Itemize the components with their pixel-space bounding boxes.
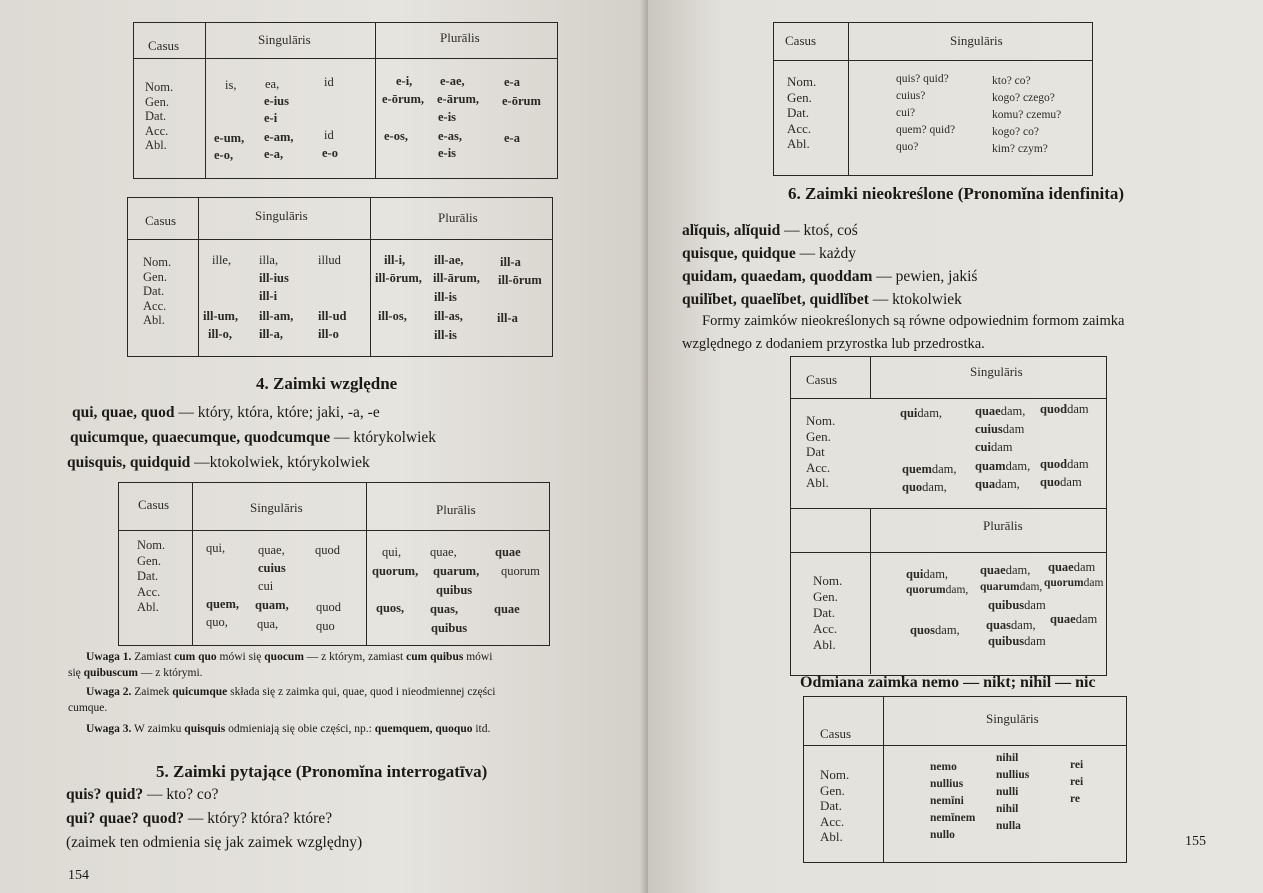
- case-labels: Nom. Gen. Dat. Acc. Abl.: [137, 538, 166, 614]
- cell: quamdam,: [975, 459, 1031, 473]
- polish-forms: kto? co? kogo? czego? komu? czemu? kogo? co? kim? czym?: [992, 75, 1062, 155]
- cell: e-a: [504, 131, 520, 145]
- cell: quibusdam: [988, 598, 1046, 612]
- note-2: Uwaga 2. Zaimek quicumque składa się z zaimka qui, quae, quod i nieodmiennej części: [86, 686, 496, 698]
- latin-forms: quis? quid? cuius? cui? quem? quid? quo?: [896, 73, 956, 153]
- cell: e-o: [322, 146, 338, 160]
- cell: e-is: [438, 146, 457, 160]
- cell: e-i: [264, 111, 278, 125]
- cell: quae: [495, 545, 521, 559]
- cell: quem,: [206, 597, 239, 611]
- cell: ill-is: [434, 290, 457, 304]
- case-labels-plural: Nom. Gen. Dat. Acc. Abl.: [813, 573, 843, 652]
- text-line: quicumque, quaecumque, quodcumque — którykolwiek: [70, 429, 437, 446]
- header-singularis: Singulāris: [250, 500, 303, 515]
- cell: ill-i: [259, 289, 278, 303]
- cell: ill-is: [434, 328, 457, 342]
- cell: quae,: [430, 545, 457, 559]
- header-casus: Casus: [820, 726, 852, 741]
- cell: quodam: [1040, 475, 1082, 489]
- cell: qua,: [257, 617, 279, 631]
- text-line: quisquis, quidquid —ktokolwiek, którykolwiek: [67, 454, 370, 471]
- cell: ill-os,: [378, 309, 407, 323]
- header-pluralis: Plurālis: [438, 210, 478, 225]
- header-singularis: Singulāris: [255, 208, 308, 223]
- note-1-line-2: się quibuscum — z którymi.: [68, 667, 203, 679]
- case-labels: Nom. Gen. Dat. Acc. Abl.: [145, 80, 174, 152]
- cell: quoddam: [1040, 402, 1089, 416]
- cell: quae: [494, 602, 520, 616]
- text-line: alĭquis, alĭquid — ktoś, coś: [682, 222, 858, 239]
- case-labels: Nom. Gen. Dat. Acc. Abl.: [787, 74, 817, 151]
- paragraph-line: Formy zaimków nieokreślonych są równe odpowiednim formom zaimka: [702, 313, 1125, 329]
- cell: illa,: [259, 253, 279, 267]
- cell: ill-ōrum,: [375, 271, 422, 285]
- header-casus: Casus: [145, 213, 177, 228]
- header-pluralis: Plurālis: [983, 518, 1023, 533]
- text-line: quis? quid? — kto? co?: [66, 786, 219, 803]
- cell: cui: [258, 579, 274, 593]
- cell: e-i,: [396, 74, 413, 88]
- cell: e-os,: [384, 129, 408, 143]
- header-casus: Casus: [806, 372, 838, 387]
- note-3: Uwaga 3. W zaimku quisquis odmieniają się obie części, np.: quemquem, quoquo itd.: [86, 723, 491, 735]
- cell: ill-am,: [259, 309, 294, 323]
- cell: quaedam: [1050, 612, 1098, 626]
- section-title: 5. Zaimki pytające (Pronomĭna interrogatīva): [156, 762, 488, 781]
- cell: quae,: [258, 543, 285, 557]
- case-labels-singular: Nom. Gen. Dat Acc. Abl.: [806, 413, 836, 490]
- header-singularis: Singulāris: [950, 33, 1003, 48]
- cell: e-a,: [264, 147, 284, 161]
- cell: quo: [316, 619, 335, 633]
- cell: ill-ae,: [434, 253, 464, 267]
- cell: ill-o,: [208, 327, 232, 341]
- cell: quosdam,: [910, 623, 960, 637]
- cell: ill-a: [500, 255, 521, 269]
- cell: quibus: [436, 583, 473, 597]
- text-line: qui, quae, quod — który, która, które; jaki, -a, -e: [72, 404, 380, 421]
- cell: quorumdam,: [906, 584, 969, 596]
- header-singularis: Singulāris: [258, 32, 311, 47]
- nihil-forms: nihil nullius nulli nihil nulla: [996, 752, 1030, 832]
- cell: e-o,: [214, 148, 234, 162]
- cell: quaedam: [1048, 560, 1096, 574]
- cell: e-um,: [214, 131, 245, 145]
- cell: id: [324, 75, 334, 89]
- cell: e-ius: [264, 94, 289, 108]
- cell: is,: [225, 78, 237, 92]
- cell: e-ōrum: [502, 94, 541, 108]
- cell: quos,: [376, 601, 405, 615]
- cell: e-as,: [438, 129, 462, 143]
- cell: ill-a,: [259, 327, 283, 341]
- cell: ill-i,: [384, 253, 406, 267]
- cell: e-ae,: [440, 74, 465, 88]
- cell: quasdam,: [986, 618, 1036, 632]
- cell: quoddam: [1040, 457, 1089, 471]
- header-pluralis: Plurālis: [436, 502, 476, 517]
- cell: e-ārum,: [437, 92, 479, 106]
- cell: quaedam,: [980, 563, 1031, 577]
- case-labels: Nom. Gen. Dat. Acc. Abl.: [820, 767, 850, 844]
- header-casus: Casus: [138, 497, 170, 512]
- text-line: quisque, quidque — każdy: [682, 245, 857, 262]
- header-singularis: Singulāris: [986, 711, 1039, 726]
- cell: quod: [316, 600, 341, 614]
- cell: e-is: [438, 110, 457, 124]
- paragraph-line: względnego z dodaniem przyrostka lub przedrostka.: [682, 336, 985, 352]
- cell: qui,: [206, 541, 226, 555]
- cell: quibus: [431, 621, 468, 635]
- rei-forms: rei rei re: [1070, 759, 1084, 805]
- text-line: (zaimek ten odmienia się jak zaimek względny): [66, 834, 363, 851]
- page-number: 154: [68, 868, 89, 883]
- cell: quidam,: [900, 406, 943, 420]
- cell: cuidam: [975, 440, 1013, 454]
- cell: quod: [315, 543, 340, 557]
- section-title: 6. Zaimki nieokreślone (Pronomĭna idenfinita): [788, 184, 1125, 203]
- header-singularis: Singulāris: [970, 364, 1023, 379]
- cell: qui,: [382, 545, 402, 559]
- cell: ill-ārum,: [433, 271, 480, 285]
- cell: ill-ud: [318, 309, 347, 323]
- cell: ill-as,: [434, 309, 463, 323]
- cell: ill-a: [497, 311, 518, 325]
- nemo-forms: nemo nullius nemĭni nemĭnem nullo: [930, 761, 976, 841]
- cell: quorumdam: [1044, 577, 1104, 589]
- cell: quarum,: [433, 564, 480, 578]
- cell: illud: [318, 253, 341, 267]
- cell: quibusdam: [988, 634, 1046, 648]
- header-casus: Casus: [785, 33, 817, 48]
- cell: quarumdam,: [980, 581, 1043, 593]
- cell: ea,: [265, 77, 280, 91]
- right-page: [648, 0, 1263, 893]
- cell: id: [324, 128, 334, 142]
- cell: quam,: [255, 598, 289, 612]
- text-line: quilĭbet, quaelĭbet, quidlĭbet — ktokolwiek: [682, 291, 962, 308]
- cell: quas,: [430, 602, 459, 616]
- cell: ill-um,: [203, 309, 239, 323]
- cell: quodam,: [902, 480, 947, 494]
- cell: quemdam,: [902, 462, 957, 476]
- cell: e-ōrum,: [382, 92, 424, 106]
- cell: e-am,: [264, 130, 294, 144]
- cell: e-a: [504, 75, 520, 89]
- page-number: 155: [1185, 834, 1206, 849]
- note-2-line-2: cumque.: [68, 702, 108, 714]
- cell: ill-ōrum: [498, 273, 542, 287]
- cell: quo,: [206, 615, 228, 629]
- case-labels: Nom. Gen. Dat. Acc. Abl.: [143, 255, 172, 327]
- cell: quaedam,: [975, 404, 1026, 418]
- text-line: quidam, quaedam, quoddam — pewien, jakiś: [682, 268, 978, 285]
- cell: cuius: [258, 561, 286, 575]
- cell: cuiusdam: [975, 422, 1025, 436]
- text-line: qui? quae? quod? — który? która? które?: [66, 810, 333, 827]
- section-title: Odmiana zaimka nemo — nikt; nihil — nic: [800, 674, 1096, 691]
- cell: ille,: [212, 253, 232, 267]
- cell: ill-o: [318, 327, 339, 341]
- cell: ill-ius: [259, 271, 289, 285]
- note-1: Uwaga 1. Zamiast cum quo mówi się quocum — z którym, zamiast cum quibus mówi: [86, 651, 493, 663]
- section-title: 4. Zaimki względne: [256, 374, 398, 393]
- cell: quidam,: [906, 567, 949, 581]
- cell: quorum: [501, 564, 540, 578]
- header-pluralis: Plurālis: [440, 30, 480, 45]
- cell: quorum,: [372, 564, 419, 578]
- cell: quadam,: [975, 477, 1020, 491]
- header-casus: Casus: [148, 38, 180, 53]
